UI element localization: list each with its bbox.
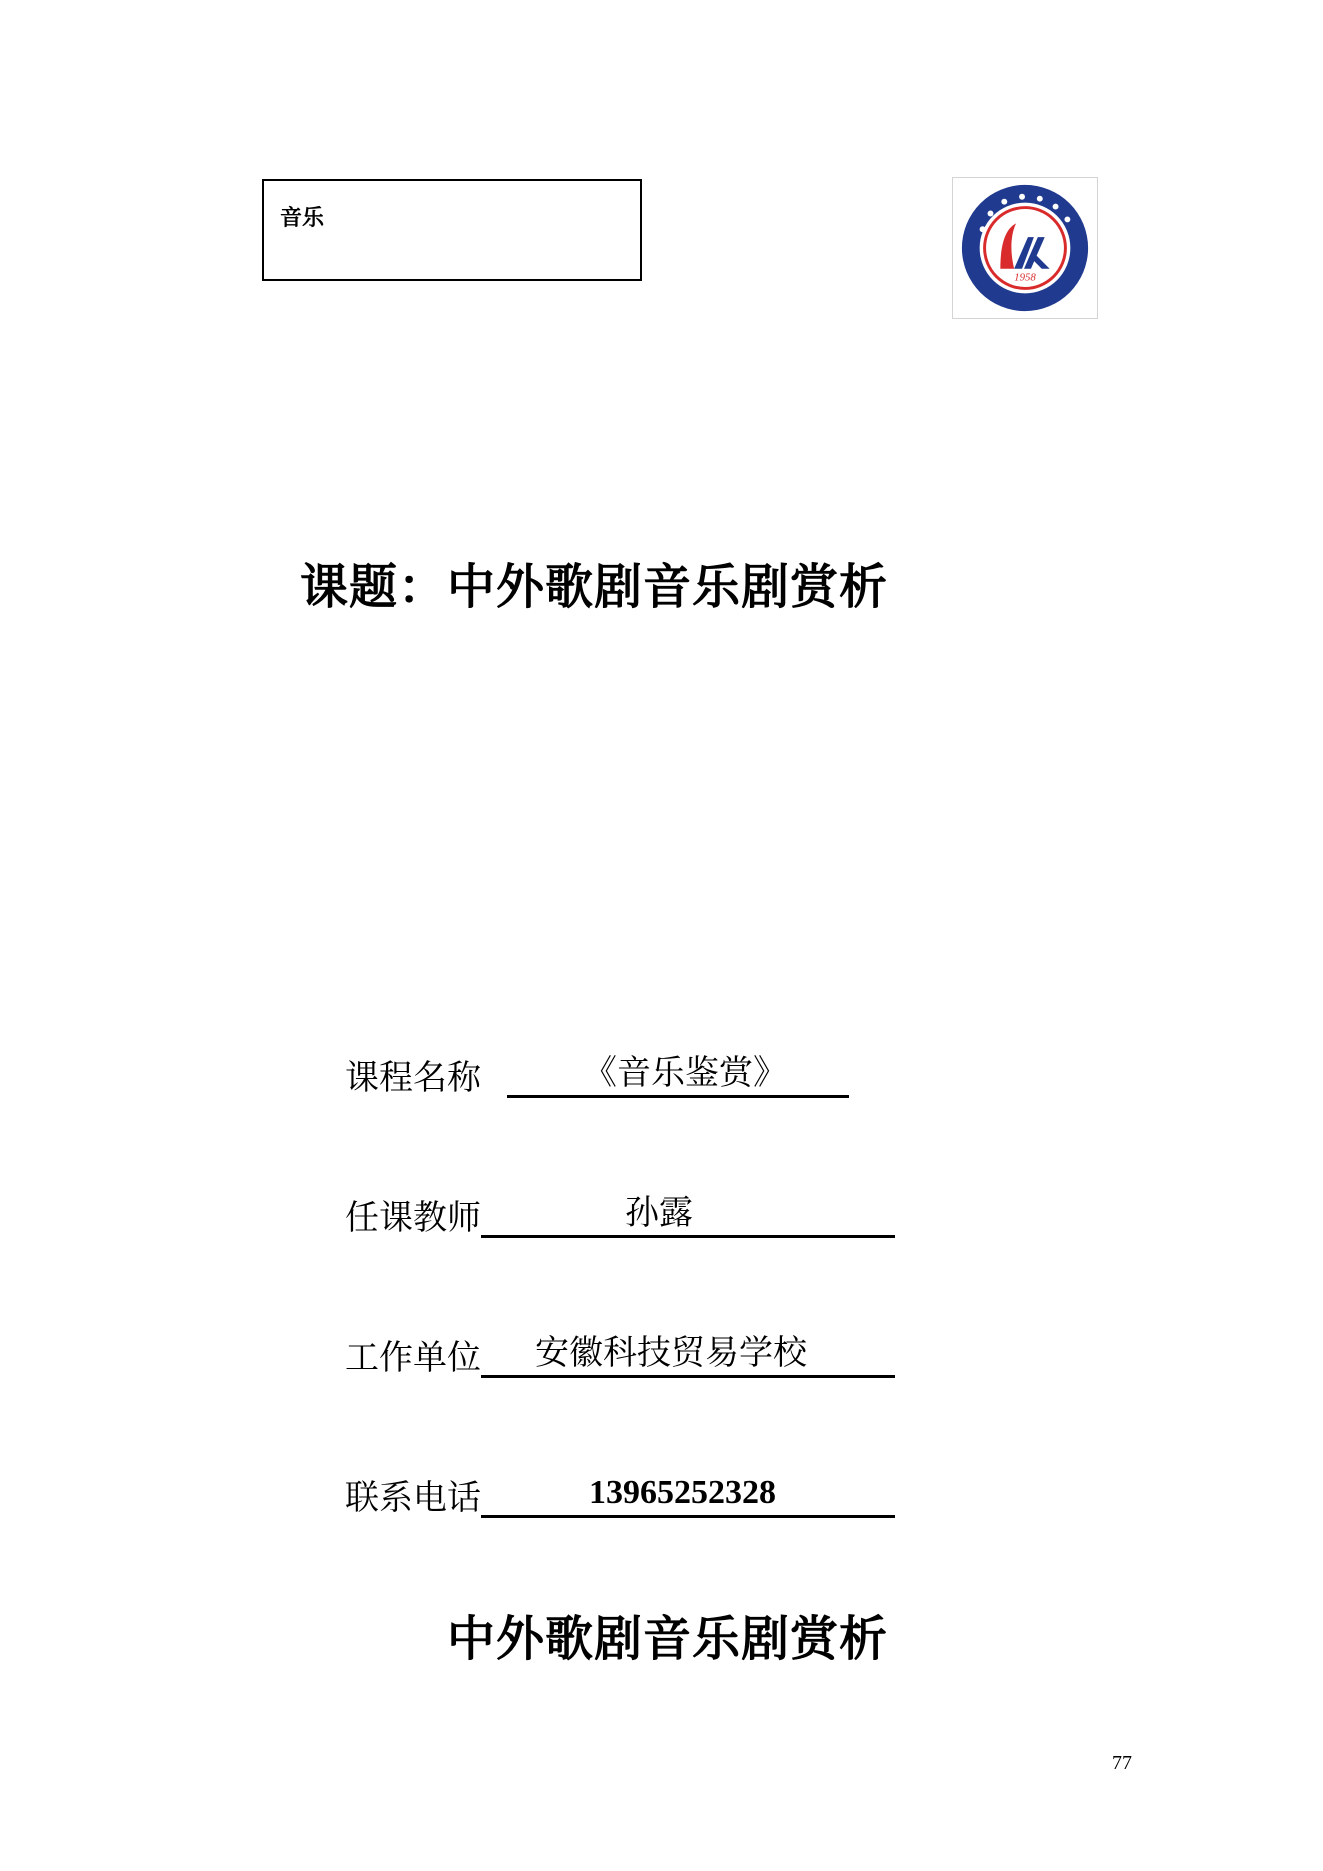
school-emblem-icon	[952, 177, 1098, 319]
topic-title: 课题：中外歌剧音乐剧赏析	[300, 559, 889, 615]
phone-label: 联系电话	[345, 1478, 481, 1518]
unit-row	[345, 1330, 895, 1378]
logo-year: 1958	[1014, 271, 1036, 284]
phone-row	[345, 1470, 895, 1518]
phone-field	[481, 1474, 895, 1518]
teacher-label: 任课教师	[345, 1198, 481, 1238]
unit-value: 安徽科技贸易学校	[535, 1333, 807, 1373]
teacher-field	[481, 1194, 895, 1238]
subtitle: 中外歌剧音乐剧赏析	[447, 1611, 889, 1667]
unit-field	[481, 1334, 895, 1378]
teacher-value: 孙露	[625, 1193, 693, 1233]
course-row	[345, 1050, 849, 1098]
page-number: 77	[1112, 1752, 1132, 1774]
course-field	[507, 1054, 849, 1098]
subject-label: 音乐	[280, 206, 325, 231]
teacher-row	[345, 1190, 895, 1238]
subject-box	[262, 179, 642, 281]
phone-value: 13965252328	[589, 1474, 776, 1511]
course-value: 《音乐鉴赏》	[583, 1053, 787, 1093]
unit-label: 工作单位	[345, 1338, 481, 1378]
course-label: 课程名称	[345, 1058, 481, 1098]
